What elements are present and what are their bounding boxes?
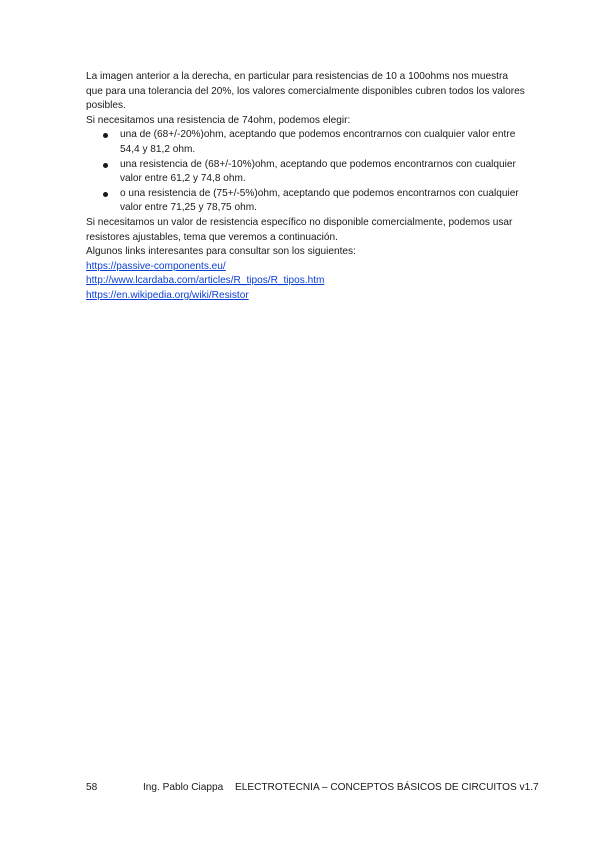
list-item: o una resistencia de (75+/-5%)ohm, aceptando que podemos encontrarnos con cualquier valor entre 71,25 y 78,75 ohm. bbox=[86, 187, 526, 216]
list-item: una resistencia de (68+/-10%)ohm, aceptando que podemos encontrarnos con cualquier valor entre 61,2 y 74,8 ohm. bbox=[86, 158, 526, 187]
page-content bbox=[86, 70, 526, 304]
link-passive-components[interactable]: https://passive-components.eu/ bbox=[86, 260, 226, 272]
choice-intro-paragraph: Si necesitamos una resistencia de 74ohm, podemos elegir: bbox=[86, 114, 351, 126]
resistor-options-list bbox=[86, 128, 526, 216]
link-wikipedia-resistor[interactable]: https://en.wikipedia.org/wiki/Resistor bbox=[86, 289, 249, 301]
footer-author: Ing. Pablo Ciappa bbox=[143, 782, 224, 793]
adjustable-resistors-paragraph: Si necesitamos un valor de resistencia específico no disponible comercialmente, podemos usar resistores ajustables, tema que veremos a continuación. bbox=[86, 216, 513, 243]
link-lcardaba[interactable]: http://www.lcardaba.com/articles/R_tipos/R_tipos.htm bbox=[86, 275, 325, 287]
page-number: 58 bbox=[86, 782, 98, 793]
list-item: una de (68+/-20%)ohm, aceptando que podemos encontrarnos con cualquier valor entre 54,4 y 81,2 ohm. bbox=[86, 128, 526, 157]
intro-paragraph: La imagen anterior a la derecha, en particular para resistencias de 10 a 100ohms nos muestra que para una tolerancia del 20%, los valores comercialmente disponibles cubren todos los valores posibles. bbox=[86, 71, 525, 112]
footer-document-title: ELECTROTECNIA – CONCEPTOS BÁSICOS DE CIRCUITOS v1.7 bbox=[235, 782, 539, 793]
links-intro-paragraph: Algunos links interesantes para consultar son los siguientes: bbox=[86, 246, 356, 258]
